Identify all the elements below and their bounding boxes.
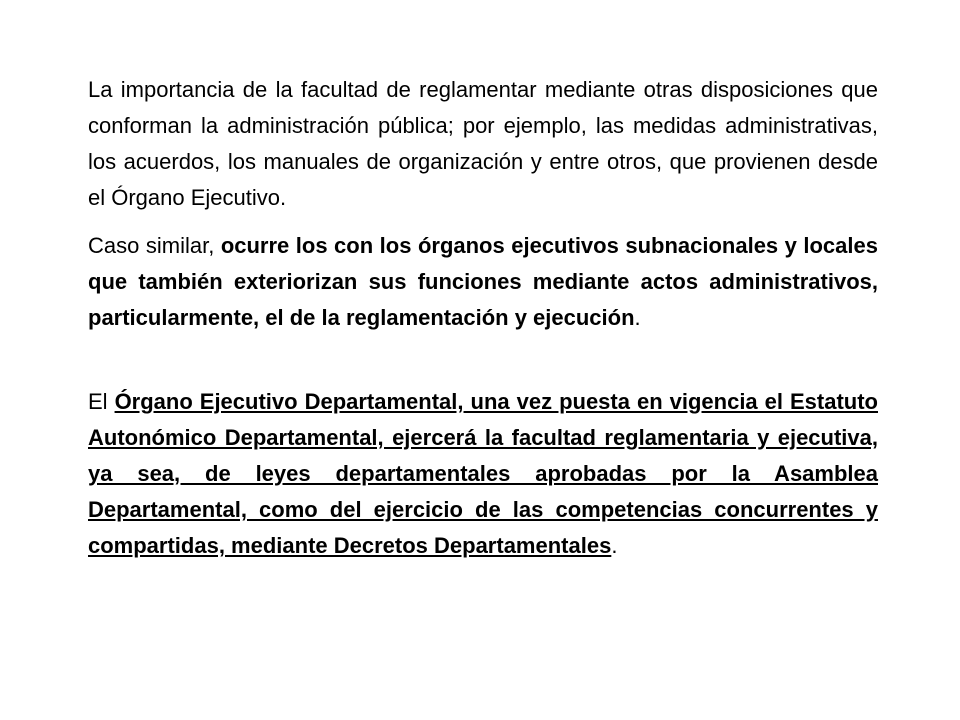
paragraph-3-intro: El [88, 389, 115, 414]
paragraph-2-intro: Caso similar, [88, 233, 221, 258]
paragraph-1-text: La importancia de la facultad de reglamentar mediante otras disposiciones que conforman la administración pública; por ejemplo, las medidas administrativas, los acuerdos, los manuales de organización y entre otros, que provienen desde el Órgano Ejecutivo. [88, 77, 878, 210]
paragraph-1 [88, 72, 878, 216]
paragraph-2-period: . [634, 305, 641, 330]
paragraph-3-period: . [611, 533, 618, 558]
paragraph-3 [88, 384, 878, 564]
paragraph-2-bold-text: ocurre los con los órganos ejecutivos subnacionales y locales que también exteriorizan sus funciones mediante actos administrativos, particularmente, el de la reglamentación y ejecución [88, 233, 878, 330]
paragraph-2 [88, 228, 878, 336]
paragraph-3-underlined-text: Órgano Ejecutivo Departamental, una vez puesta en vigencia el Estatuto Autonómico Departamental, ejercerá la facultad reglamentaria y ejecutiva, ya sea, de leyes departamentales aprobadas por la Asamblea Departamental, como del ejercicio de las competencias concurrentes y compartidas, mediante Decretos Departamentales [88, 389, 878, 558]
slide-text-body [88, 72, 878, 564]
